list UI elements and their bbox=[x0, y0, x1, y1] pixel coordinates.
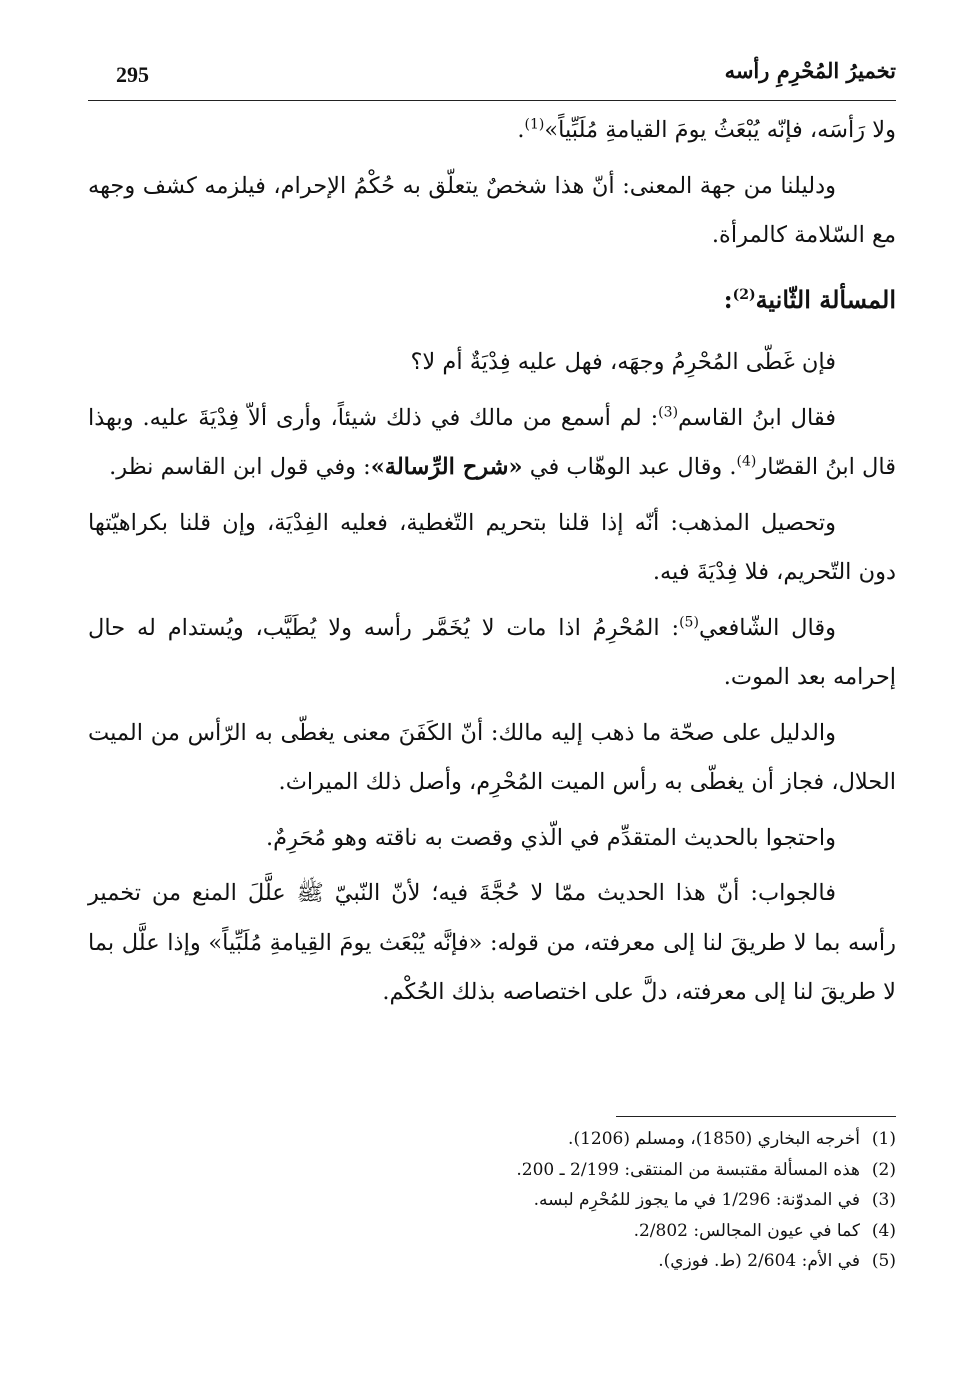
text-run: : bbox=[723, 284, 733, 314]
footnote-reference: (2) bbox=[732, 286, 756, 303]
page-number: 295 bbox=[116, 62, 149, 87]
paragraph bbox=[88, 814, 896, 864]
footnote-number: (3) bbox=[871, 1190, 896, 1210]
footnote-text: كما في عيون المجالس: 2/802. bbox=[633, 1220, 860, 1241]
text-run: : المُحْرِمُ اذا مات لا يُخَمَّر رأسه ولا يُطَيَّب، ويُستدام له حال إحرامه بعد الموت. bbox=[88, 614, 896, 690]
book-title: «شرح الرِّسالة» bbox=[370, 454, 523, 480]
text-run: فإن غَطّى المُحْرِمُ وجهَه، فهل عليه فِدْيَةٌ أم لا؟ bbox=[410, 349, 836, 375]
footnote-text: في المدوّنة: 1/296 في ما يجوز للمُحْرِم لبسه. bbox=[533, 1190, 860, 1210]
footnote-item bbox=[88, 1155, 896, 1186]
footnotes bbox=[88, 1124, 896, 1277]
text-run: ولا رَأسَه، فإنّه يُبْعَثُ يومَ القيامةِ مُلَبِّياً» bbox=[544, 117, 896, 143]
paragraph bbox=[88, 394, 896, 493]
text-run: وقال الشّافعي bbox=[698, 614, 837, 641]
footnote-item bbox=[88, 1185, 896, 1216]
footnote-reference: (1) bbox=[524, 116, 545, 133]
footnote-divider bbox=[616, 1116, 896, 1117]
footnote-number: (5) bbox=[871, 1251, 896, 1271]
footnote-reference: (5) bbox=[679, 614, 699, 630]
paragraph bbox=[88, 338, 896, 388]
text-run: المسألة الثّانية bbox=[755, 284, 896, 314]
footnote-number: (4) bbox=[871, 1220, 896, 1241]
footnote-reference: (3) bbox=[658, 404, 679, 420]
page-header bbox=[88, 56, 896, 101]
text-run: وتحصيل المذهب: أنّه إذا قلنا بتحريم التّغطية، فعليه الفِدْيَة، وإن قلنا بكراهيّتها دون التّحريم، فلا فِدْيَةَ فيه. bbox=[88, 509, 896, 585]
text-run: واحتجوا بالحديث المتقدِّم في الّذي وقصت به ناقته وهو مُحَرِمٌ. bbox=[265, 824, 836, 851]
text-run: : وفي قول ابن القاسم نظر. bbox=[109, 454, 371, 480]
text-run: والدليل على صحّة ما ذهب إليه مالك: أنّ الكَفَنَ معنى يغطّى به الرّأس من الميت الحلال، فجاز أن يغطّى به رأس الميت المُحْرِم، وأصل ذلك الميراث. bbox=[88, 719, 896, 795]
paragraph bbox=[88, 106, 896, 156]
text-run: . bbox=[517, 117, 525, 143]
text-run: فالجواب: أنّ هذا الحديث ممّا لا حُجَّةَ فيه؛ لأنّ النّبيّ ﷺ علَّلَ المنع من تخمير رأسه بما لا طريقَ لنا إلى معرفته، من قوله: «فإنَّه يُبْعَث يومَ القِيامةِ مُلَبِّياً» وإذا علَّل بما لا طريقَ لنا إلى معرفته، دلَّ على اختصاصه بذلك الحُكْم. bbox=[88, 880, 896, 1005]
footnote-text: هذه المسألة مقتبسة من المنتقى: 2/199 ـ 200. bbox=[516, 1159, 860, 1180]
footnote-item bbox=[88, 1124, 896, 1155]
footnote-reference: (4) bbox=[736, 453, 757, 470]
paragraph bbox=[88, 709, 896, 808]
footnote-number: (1) bbox=[871, 1129, 896, 1149]
section-heading bbox=[88, 275, 896, 325]
paragraph bbox=[88, 869, 896, 1018]
footnote-text: أخرجه البخاري (1850)، ومسلم (1206). bbox=[568, 1129, 860, 1149]
main-text bbox=[88, 106, 896, 1024]
text-run: . وقال عبد الوهّاب في bbox=[522, 454, 737, 480]
paragraph bbox=[88, 162, 896, 261]
text-run: فقال ابنُ القاسم bbox=[678, 404, 836, 431]
footnote-number: (2) bbox=[871, 1159, 896, 1180]
paragraph bbox=[88, 604, 896, 703]
footnote-item bbox=[88, 1216, 896, 1247]
running-title: تخميرُ المُحْرِمِ رأسه bbox=[724, 58, 896, 83]
text-run: : لم أسمع من مالك في ذلك شيئاً، وأرى ألاّ فِدْيَةَ عليه. وبهذا قال ابنُ القصّار bbox=[88, 404, 896, 480]
footnote-text: في الأم: 2/604 (ط. فوزي). bbox=[658, 1251, 860, 1271]
paragraph bbox=[88, 499, 896, 598]
text-run: ودليلنا من جهة المعنى: أنّ هذا شخصٌ يتعلّق به حُكْمُ الإحرام، فيلزمه كشف وجهه مع السّلامة كالمرأة. bbox=[88, 172, 896, 248]
footnote-item bbox=[88, 1246, 896, 1277]
